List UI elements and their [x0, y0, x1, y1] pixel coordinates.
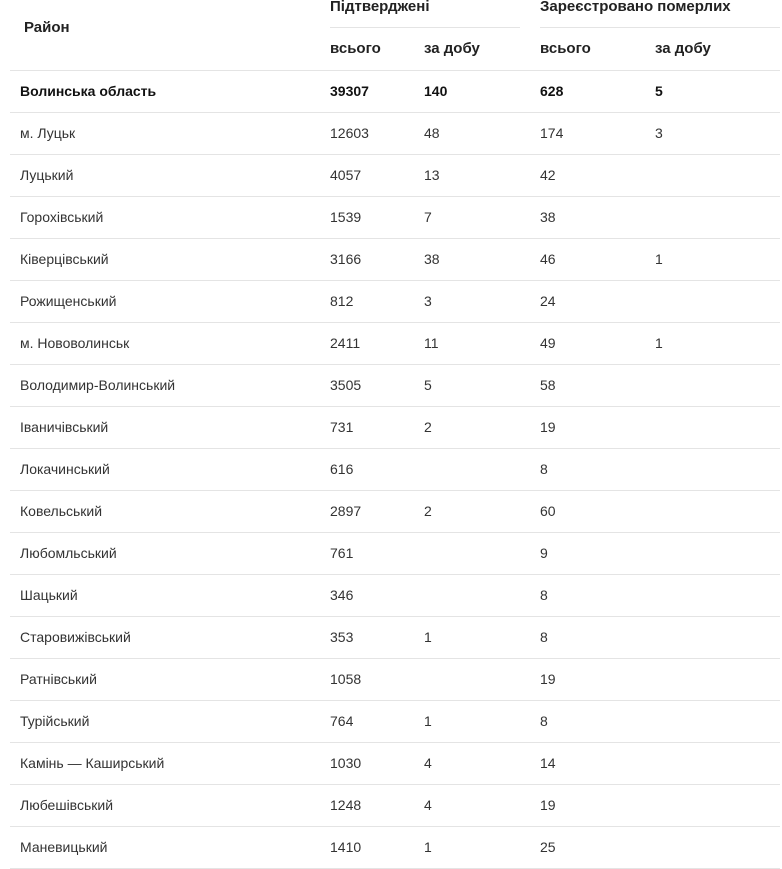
deaths-total-cell: 60 — [540, 503, 556, 519]
district-name-cell: Старовижівський — [20, 629, 131, 645]
confirmed-total-cell: 3166 — [330, 251, 362, 267]
confirmed-per-day-cell: 5 — [424, 377, 432, 393]
district-name-cell: Шацький — [20, 587, 78, 603]
confirmed-group-header: Підтверджені — [330, 0, 430, 15]
deaths-per-day-header: за добу — [655, 40, 711, 57]
confirmed-per-day-cell: 13 — [424, 167, 440, 183]
confirmed-per-day-header: за добу — [424, 40, 480, 57]
confirmed-total-cell: 761 — [330, 545, 354, 561]
confirmed-per-day-cell: 48 — [424, 125, 440, 141]
deaths-total-cell: 46 — [540, 251, 556, 267]
confirmed-per-day-cell: 38 — [424, 251, 440, 267]
deaths-total-cell: 19 — [540, 671, 556, 687]
district-name-cell: м. Нововолинськ — [20, 335, 130, 351]
confirmed-total-cell: 2897 — [330, 503, 362, 519]
district-name-cell: Волинська область — [20, 83, 157, 99]
table-row — [10, 197, 780, 239]
deaths-total-cell: 49 — [540, 335, 556, 351]
district-column-header: Район — [24, 19, 70, 36]
confirmed-total-cell: 12603 — [330, 125, 369, 141]
deaths-total-cell: 24 — [540, 293, 556, 309]
table-row — [10, 113, 780, 155]
deaths-total-cell: 8 — [540, 587, 548, 603]
deaths-total-cell: 9 — [540, 545, 548, 561]
table-row — [10, 701, 780, 743]
table-row — [10, 365, 780, 407]
confirmed-total-cell: 1058 — [330, 671, 362, 687]
deaths-total-cell: 8 — [540, 713, 548, 729]
confirmed-total-cell: 3505 — [330, 377, 362, 393]
table-row — [10, 743, 780, 785]
confirmed-total-cell: 1248 — [330, 797, 362, 813]
district-name-cell: Іваничівський — [20, 419, 109, 435]
confirmed-per-day-cell: 1 — [424, 629, 432, 645]
district-name-cell: Рожищенський — [20, 293, 117, 309]
district-name-cell: Любешівський — [20, 797, 114, 813]
table-row — [10, 659, 780, 701]
header-divider — [540, 27, 780, 28]
district-name-cell: Володимир-Волинський — [20, 377, 176, 393]
district-name-cell: Ковельський — [20, 503, 103, 519]
district-name-cell: Ратнівський — [20, 671, 97, 687]
deaths-per-day-cell: 5 — [655, 83, 663, 99]
deaths-total-cell: 8 — [540, 629, 548, 645]
deaths-per-day-cell: 3 — [655, 125, 663, 141]
confirmed-per-day-cell: 3 — [424, 293, 432, 309]
table-row — [10, 785, 780, 827]
district-name-cell: Маневицький — [20, 839, 108, 855]
confirmed-total-cell: 39307 — [330, 83, 369, 99]
deaths-total-cell: 19 — [540, 797, 556, 813]
confirmed-total-cell: 1410 — [330, 839, 362, 855]
table-row — [10, 407, 780, 449]
confirmed-per-day-cell: 1 — [424, 839, 432, 855]
district-name-cell: Камінь — Каширський — [20, 755, 165, 771]
confirmed-per-day-cell: 2 — [424, 503, 432, 519]
table-row — [10, 449, 780, 491]
deaths-per-day-cell: 1 — [655, 335, 663, 351]
table-row — [10, 617, 780, 659]
deaths-total-cell: 25 — [540, 839, 556, 855]
deaths-total-cell: 174 — [540, 125, 564, 141]
table-header — [10, 0, 780, 71]
confirmed-total-cell: 1539 — [330, 209, 362, 225]
confirmed-total-cell: 731 — [330, 419, 354, 435]
table-body — [10, 71, 780, 869]
deaths-per-day-cell: 1 — [655, 251, 663, 267]
deaths-total-cell: 19 — [540, 419, 556, 435]
confirmed-total-header: всього — [330, 40, 381, 57]
deaths-group-header: Зареєстровано померлих — [540, 0, 731, 15]
deaths-total-header: всього — [540, 40, 591, 57]
table-row-total — [10, 71, 780, 113]
header-divider — [330, 27, 520, 28]
table-row — [10, 281, 780, 323]
deaths-total-cell: 628 — [540, 83, 564, 99]
district-name-cell: Луцький — [20, 167, 74, 183]
table-row — [10, 575, 780, 617]
table-row — [10, 239, 780, 281]
confirmed-per-day-cell: 2 — [424, 419, 432, 435]
table-row — [10, 323, 780, 365]
confirmed-per-day-cell: 4 — [424, 797, 432, 813]
deaths-total-cell: 58 — [540, 377, 556, 393]
deaths-total-cell: 14 — [540, 755, 556, 771]
confirmed-total-cell: 764 — [330, 713, 354, 729]
confirmed-total-cell: 346 — [330, 587, 354, 603]
confirmed-per-day-cell: 4 — [424, 755, 432, 771]
district-name-cell: Локачинський — [20, 461, 110, 477]
confirmed-total-cell: 4057 — [330, 167, 362, 183]
district-name-cell: Горохівський — [20, 209, 104, 225]
deaths-total-cell: 8 — [540, 461, 548, 477]
district-name-cell: Ківерцівський — [20, 251, 109, 267]
deaths-total-cell: 42 — [540, 167, 556, 183]
district-name-cell: Любомльський — [20, 545, 117, 561]
confirmed-per-day-cell: 1 — [424, 713, 432, 729]
deaths-total-cell: 38 — [540, 209, 556, 225]
table-row — [10, 155, 780, 197]
confirmed-total-cell: 616 — [330, 461, 354, 477]
confirmed-total-cell: 812 — [330, 293, 354, 309]
confirmed-total-cell: 1030 — [330, 755, 362, 771]
table-row — [10, 491, 780, 533]
district-name-cell: Турійський — [20, 713, 90, 729]
confirmed-per-day-cell: 140 — [424, 83, 448, 99]
district-name-cell: м. Луцьк — [20, 125, 76, 141]
confirmed-total-cell: 353 — [330, 629, 354, 645]
covid-stats-table — [10, 0, 780, 869]
table-row — [10, 533, 780, 575]
confirmed-per-day-cell: 11 — [424, 335, 439, 351]
confirmed-per-day-cell: 7 — [424, 209, 432, 225]
confirmed-total-cell: 2411 — [330, 335, 361, 351]
